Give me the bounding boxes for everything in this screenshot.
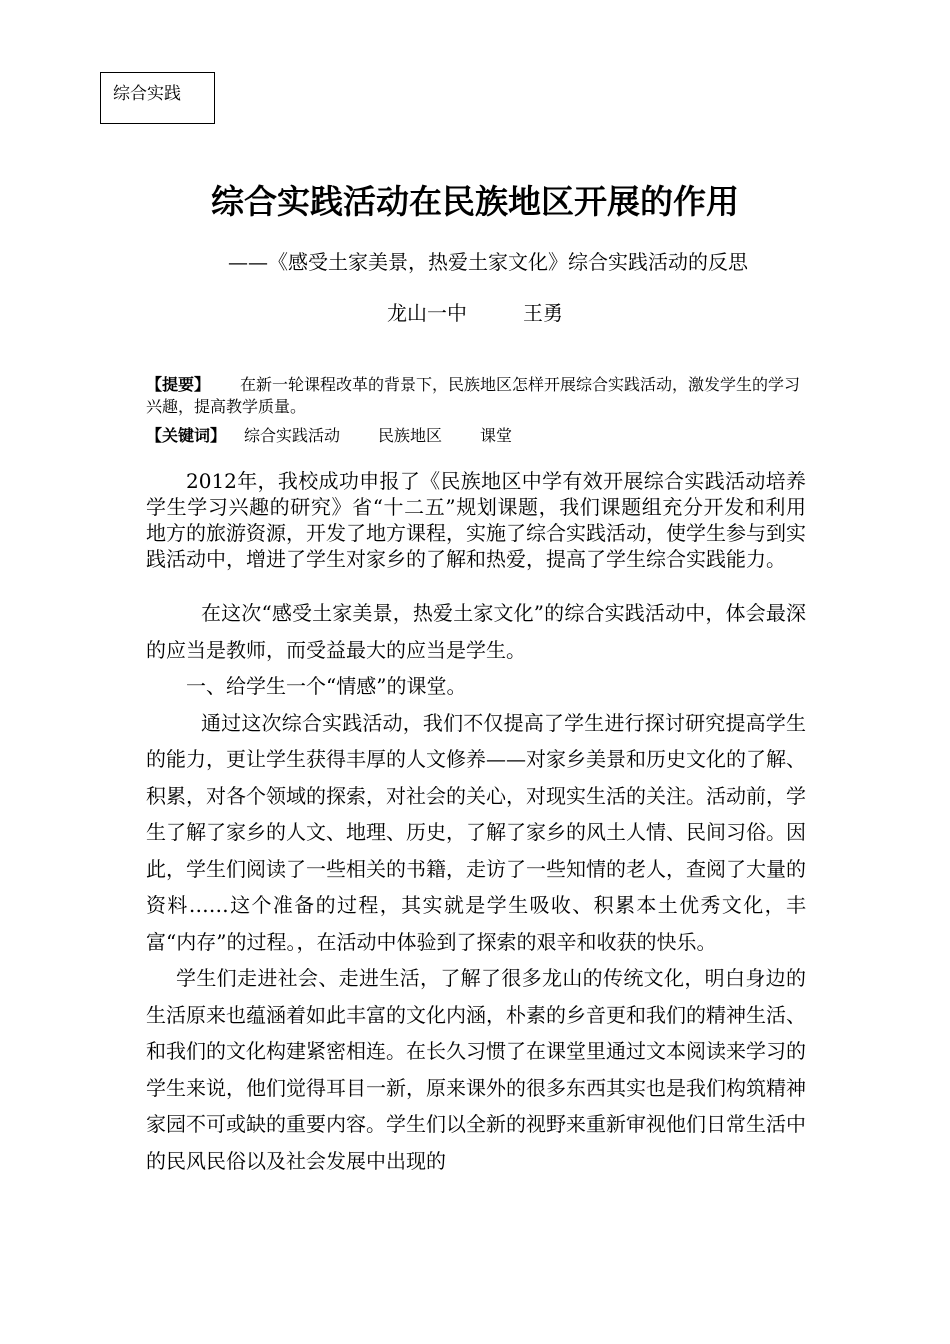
document-title: 综合实践活动在民族地区开展的作用 [211,182,739,221]
author-name: 王勇 [523,301,563,325]
body-section-intro [146,468,806,572]
paragraph: 2012年，我校成功申报了《民族地区中学有效开展综合实践活动培养学生学习兴趣的研究》省“十二五”规划课题，我们课题组充分开发和利用地方的旅游资源，开发了地方课程，实施了综合实践活动，使学生参与到实践活动中，增进了学生对家乡的了解和热爱，提高了学生综合实践能力。 [146,469,806,571]
category-label: 综合实践 [113,84,181,104]
keywords-label: 【关键词】 [146,426,227,445]
paragraph: 学生们走进社会、走进生活，了解了很多龙山的传统文化，明白身边的生活原来也蕴涵着如此丰富的文化内涵，朴素的乡音更和我们的精神生活、和我们的文化构建紧密相连。在长久习惯了在课堂里通过文本阅读来学习的学生来说，他们觉得耳目一新，原来课外的很多东西其实也是我们构筑精神家园不可或缺的重要内容。学生们以全新的视野来重新审视他们日常生活中的民风民俗以及社会发展中出现的 [146,966,806,1173]
keywords [146,425,806,447]
section-heading: 一、给学生一个“情感”的课堂。 [186,674,467,698]
paragraph: 通过这次综合实践活动，我们不仅提高了学生进行探讨研究提高学生的能力，更让学生获得丰厚的人文修养——对家乡美景和历史文化的了解、积累，对各个领域的探索，对社会的关心，对现实生活的关注。活动前，学生了解了家乡的人文、地理、历史，了解了家乡的风土人情、民间习俗。因此，学生们阅读了一些相关的书籍，走访了一些知情的老人，查阅了大量的资料……这个准备的过程，其实就是学生吸收、积累本土优秀文化，丰富“内存”的过程。，在活动中体验到了探索的艰辛和收获的快乐。 [146,710,806,954]
keyword-item: 民族地区 [378,426,443,445]
abstract [146,374,806,418]
document-subtitle: ——《感受土家美景，热爱土家文化》综合实践活动的反思 [228,250,748,274]
abstract-text: 在新一轮课程改革的背景下，民族地区怎样开展综合实践活动，激发学生的学习兴趣，提高教学质量。 [146,375,801,416]
keyword-item: 综合实践活动 [244,426,341,445]
author-line [0,297,950,326]
body-section-main [146,595,806,1179]
keyword-item: 课堂 [480,426,513,445]
category-box [100,72,215,124]
paragraph: 在这次“感受土家美景，热爱土家文化”的综合实践活动中，体会最深的应当是教师，而受益最大的应当是学生。 [146,601,806,662]
abstract-label: 【提要】 [146,375,211,394]
author-school: 龙山一中 [387,301,467,325]
